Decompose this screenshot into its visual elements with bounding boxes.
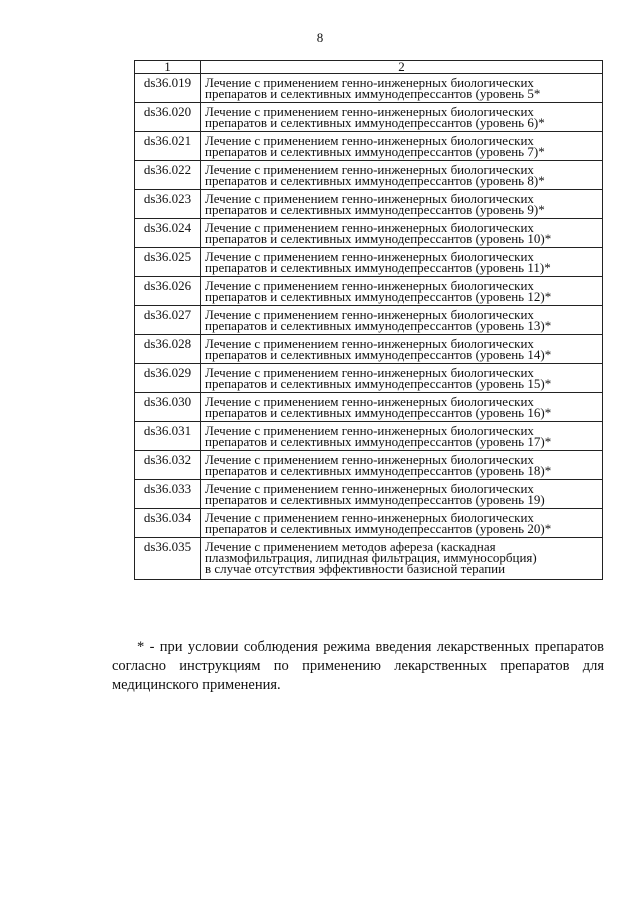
code-cell: ds36.029 xyxy=(135,364,201,393)
description-line: плазмофильтрация, липидная фильтрация, иммуносорбция) xyxy=(205,550,537,565)
table-row xyxy=(135,103,603,132)
description-line: препаратов и селективных иммунодепрессантов (уровень 6)* xyxy=(205,115,545,130)
table-row xyxy=(135,509,603,538)
code-cell: ds36.030 xyxy=(135,393,201,422)
description-cell xyxy=(201,161,603,190)
description-line: препаратов и селективных иммунодепрессантов (уровень 19) xyxy=(205,492,545,507)
code-cell: ds36.035 xyxy=(135,538,201,580)
footnote xyxy=(112,638,604,695)
description-line: Лечение с применением генно-инженерных биологических xyxy=(205,75,534,90)
table-body xyxy=(135,74,603,580)
table-row xyxy=(135,451,603,480)
description-cell xyxy=(201,277,603,306)
description-cell xyxy=(201,190,603,219)
description-line: препаратов и селективных иммунодепрессантов (уровень 20)* xyxy=(205,521,552,536)
description-line: препаратов и селективных иммунодепрессантов (уровень 10)* xyxy=(205,231,552,246)
table-row xyxy=(135,480,603,509)
page-number: 8 xyxy=(316,30,324,45)
description-line: Лечение с применением генно-инженерных биологических xyxy=(205,365,534,380)
description-cell xyxy=(201,480,603,509)
description-line: препаратов и селективных иммунодепрессантов (уровень 18)* xyxy=(205,463,552,478)
code-cell: ds36.026 xyxy=(135,277,201,306)
description-cell xyxy=(201,451,603,480)
column-header-2: 2 xyxy=(201,61,603,74)
description-line: препаратов и селективных иммунодепрессантов (уровень 7)* xyxy=(205,144,545,159)
description-line: препаратов и селективных иммунодепрессантов (уровень 14)* xyxy=(205,347,552,362)
description-line: препаратов и селективных иммунодепрессантов (уровень 16)* xyxy=(205,405,552,420)
description-line: препаратов и селективных иммунодепрессантов (уровень 12)* xyxy=(205,289,552,304)
description-line: Лечение с применением генно-инженерных биологических xyxy=(205,220,534,235)
description-cell xyxy=(201,422,603,451)
footnote-line: * - при условии соблюдения режима введения лекарственных препаратов xyxy=(137,639,604,655)
description-line: Лечение с применением генно-инженерных биологических xyxy=(205,423,534,438)
description-line: Лечение с применением генно-инженерных биологических xyxy=(205,452,534,467)
table-row xyxy=(135,161,603,190)
description-cell xyxy=(201,393,603,422)
description-cell xyxy=(201,103,603,132)
description-line: в случае отсутствия эффективности базисной терапии xyxy=(205,561,506,576)
description-line: Лечение с применением генно-инженерных биологических xyxy=(205,510,534,525)
table-row xyxy=(135,422,603,451)
code-cell: ds36.031 xyxy=(135,422,201,451)
description-line: Лечение с применением генно-инженерных биологических xyxy=(205,307,534,322)
table-row xyxy=(135,393,603,422)
table-row xyxy=(135,219,603,248)
code-cell: ds36.034 xyxy=(135,509,201,538)
description-cell xyxy=(201,364,603,393)
description-line: препаратов и селективных иммунодепрессантов (уровень 17)* xyxy=(205,434,552,449)
description-cell xyxy=(201,538,603,580)
description-line: Лечение с применением генно-инженерных биологических xyxy=(205,394,534,409)
table-row xyxy=(135,190,603,219)
code-cell: ds36.020 xyxy=(135,103,201,132)
code-cell: ds36.024 xyxy=(135,219,201,248)
code-cell: ds36.033 xyxy=(135,480,201,509)
code-cell: ds36.021 xyxy=(135,132,201,161)
description-line: Лечение с применением методов афереза (каскадная xyxy=(205,539,496,554)
table-row xyxy=(135,306,603,335)
description-cell xyxy=(201,74,603,103)
description-cell xyxy=(201,132,603,161)
table-row xyxy=(135,335,603,364)
description-line: препаратов и селективных иммунодепрессантов (уровень 9)* xyxy=(205,202,545,217)
description-line: Лечение с применением генно-инженерных биологических xyxy=(205,481,534,496)
table-row xyxy=(135,74,603,103)
description-line: препаратов и селективных иммунодепрессантов (уровень 8)* xyxy=(205,173,545,188)
description-line: Лечение с применением генно-инженерных биологических xyxy=(205,133,534,148)
description-line: препаратов и селективных иммунодепрессантов (уровень 5* xyxy=(205,86,541,101)
description-line: Лечение с применением генно-инженерных биологических xyxy=(205,278,534,293)
description-line: Лечение с применением генно-инженерных биологических xyxy=(205,104,534,119)
description-line: Лечение с применением генно-инженерных биологических xyxy=(205,249,534,264)
table-row xyxy=(135,248,603,277)
description-cell xyxy=(201,306,603,335)
description-line: препаратов и селективных иммунодепрессантов (уровень 15)* xyxy=(205,376,552,391)
code-cell: ds36.028 xyxy=(135,335,201,364)
ksg-codes-table xyxy=(134,60,603,580)
code-cell: ds36.019 xyxy=(135,74,201,103)
code-cell: ds36.027 xyxy=(135,306,201,335)
table-row xyxy=(135,277,603,306)
description-line: препаратов и селективных иммунодепрессантов (уровень 13)* xyxy=(205,318,552,333)
code-cell: ds36.032 xyxy=(135,451,201,480)
table-header-row xyxy=(135,61,603,74)
footnote-line: согласно инструкциям по применению лекарственных препаратов для xyxy=(112,658,604,674)
table-row xyxy=(135,132,603,161)
table-row xyxy=(135,364,603,393)
description-cell xyxy=(201,509,603,538)
description-cell xyxy=(201,335,603,364)
footnote-line: медицинского применения. xyxy=(112,677,281,693)
description-line: препаратов и селективных иммунодепрессантов (уровень 11)* xyxy=(205,260,551,275)
table-row xyxy=(135,538,603,580)
description-cell xyxy=(201,219,603,248)
code-cell: ds36.023 xyxy=(135,190,201,219)
description-line: Лечение с применением генно-инженерных биологических xyxy=(205,191,534,206)
code-cell: ds36.025 xyxy=(135,248,201,277)
description-cell xyxy=(201,248,603,277)
description-line: Лечение с применением генно-инженерных биологических xyxy=(205,162,534,177)
code-cell: ds36.022 xyxy=(135,161,201,190)
description-line: Лечение с применением генно-инженерных биологических xyxy=(205,336,534,351)
column-header-1: 1 xyxy=(135,61,201,74)
